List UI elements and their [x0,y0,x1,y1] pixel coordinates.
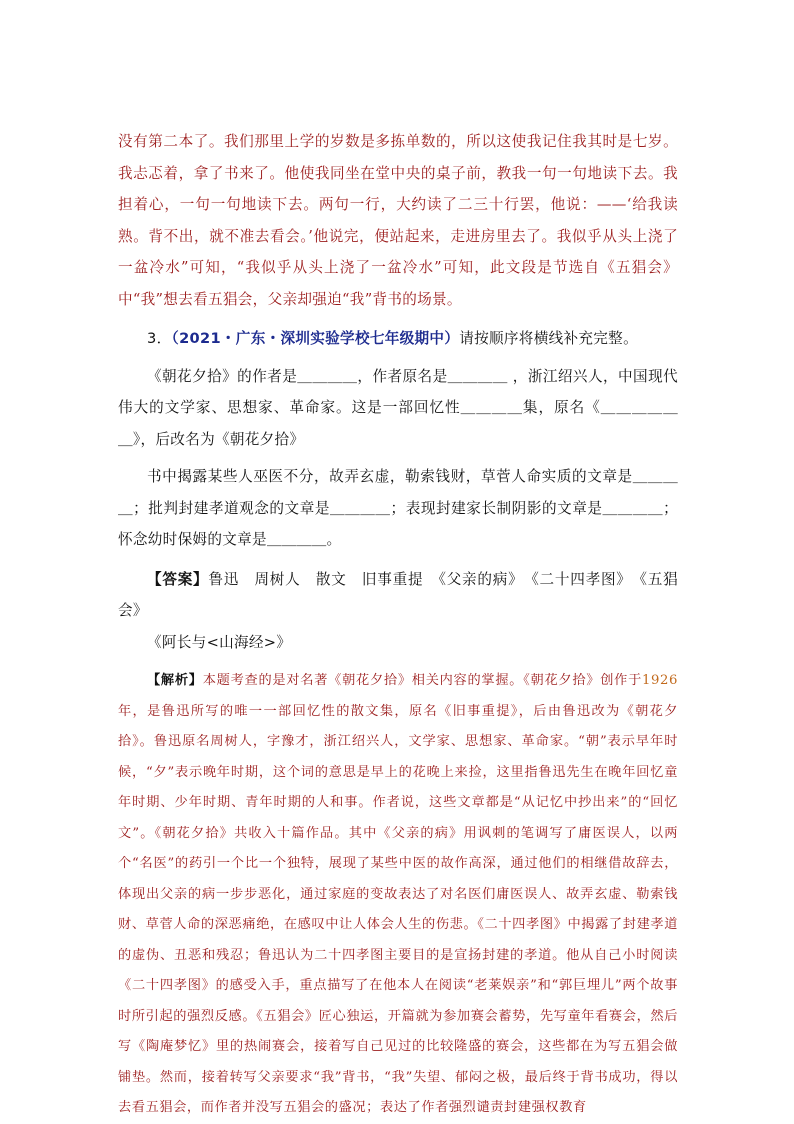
previous-analysis-paragraph: 没有第二本了。我们那里上学的岁数是多拣单数的，所以这使我记住我其时是七岁。我忐忑着，拿了书来了。他使我同坐在堂中央的桌子前，教我一句一句地读下去。我担着心，一句一句地读下去。两句一行，大约读了二三十行罢，他说：——‘给我读熟。背不出，就不准去看会。’他说完，便站起来，走进房里去了。我似乎从头上浇了一盆冷水”可知，“我似乎从头上浇了一盆冷水”可知，此文段是节选自《五猖会》中“我”想去看五猖会，父亲却强迫“我”背书的场景。 [118,133,678,308]
question-source: 2021・广东・深圳实验学校七年级期中 [179,330,445,347]
page-content [118,126,678,1124]
analysis-label: 【解析】 [147,673,203,688]
answer-line-1 [118,564,678,627]
answer-text: 鲁迅 周树人 散文 旧事重提 《父亲的病》 《二十四孝图》 《五猖会》 [118,570,678,619]
analysis-text-a: 本题考查的是对名著《朝花夕拾》相关内容的掌握。《朝花夕拾》创作于 [202,673,643,688]
analysis-paragraph [118,666,678,1124]
question-source-close: ） [444,330,460,347]
question-number: 3． [147,330,172,347]
analysis-year: 1926 [642,673,678,688]
analysis-text-b: 年，是鲁迅所写的唯一一部回忆性的散文集，原名《旧事重提》，后由鲁迅改为《朝花夕拾》。鲁迅原名周树人，字豫才，浙江绍兴人，文学家、思想家、革命家。“朝”表示早年时候，“夕”表示晚年时期，这个词的意思是早上的花晚上来捡，这里指鲁迅先生在晚年回忆童年时期、少年时期、青年时期的人和事。作者说，这些文章都是“从记忆中抄出来”的“回忆文”。《朝花夕拾》共收入十篇作品。其中《父亲的病》用讽刺的笔调写了庸医误人，以两个“名医”的药引一个比一个独特，展现了某些中医的故作高深，通过他们的相继借故辞去，体现出父亲的病一步步恶化，通过家庭的变故表达了对名医们庸医误人、故弄玄虚、勒索钱财、草菅人命的深恶痛绝，在感叹中让人体会人生的伤悲。《二十四孝图》中揭露了封建孝道的虚伪、丑恶和残忍；鲁迅认为二十四孝图主要目的是宣扬封建的孝道。他从自己小时阅读《二十四孝图》的感受入手，重点描写了在他本人在阅读“老莱娱亲”和“郭巨埋儿”两个故事时所引起的强烈反感。《五猖会》匠心独运，开篇就为参加赛会蓄势，先写童年看赛会，然后写《陶庵梦忆》里的热闹赛会，接着写自己见过的比较隆盛的赛会，这些都在为写五猖会做铺垫。然而，接着转写父亲要求“我”背书，“我”失望、郁闷之极，最后终于背书成功，得以去看五猖会，而作者并没写五猖会的盛况；表达了作者强烈谴责封建强权教育 [118,703,678,1115]
answer-label: 【答案】 [147,570,209,588]
question-paragraph-2: 书中揭露某些人巫医不分，故弄玄虚，勒索钱财，草菅人命实质的文章是＿＿＿＿；批判封建孝道观念的文章是＿＿＿＿；表现封建家长制阴影的文章是＿＿＿＿；怀念幼时保姆的文章是＿＿＿＿。 [118,468,678,548]
question-prompt: 请按顺序将横线补充完整。 [459,330,638,347]
question-3-heading [118,323,678,355]
question-paragraph-1: 《朝花夕拾》的作者是＿＿＿＿，作者原名是＿＿＿＿ ，浙江绍兴人，中国现代伟大的文学家、思想家、革命家。这是一部回忆性＿＿＿＿集，原名《＿＿＿＿＿＿》，后改名为《朝花夕拾》 [118,367,678,448]
question-source-open: （ [171,330,180,347]
answer-line-2: 《阿长与<山海经>》 [147,633,292,651]
